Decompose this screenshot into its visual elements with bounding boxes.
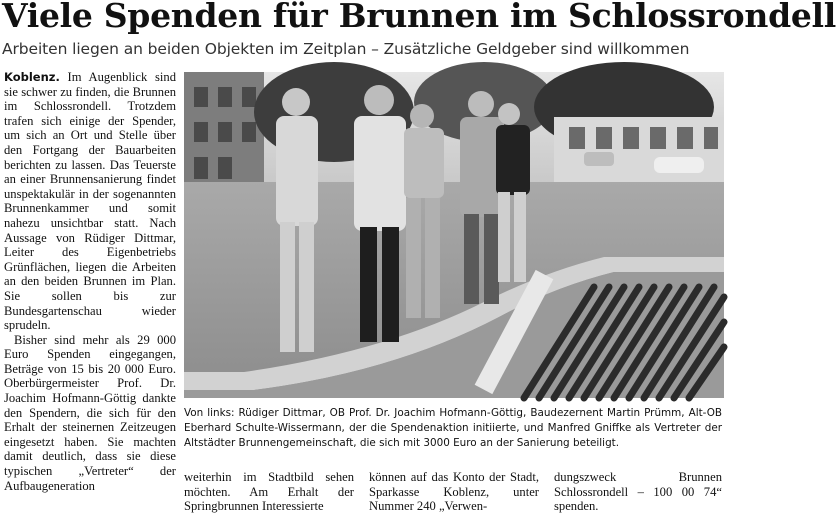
article-paragraph: Bisher sind mehr als 29 000 Euro Spenden eingegangen, Beträge von 15 bis 20 000 Euro. Oberbürgermeister Prof. Dr. Joachim Hofmann-Göttig dankte den Spendern, die sich für den Erhalt der steinernen Zeitzeugen eingesetzt haben. Sie machten damit deutlich, dass sie diese typischen „Vertreter“ der Aufbaugeneration — [4, 332, 176, 493]
headline: Viele Spenden für Brunnen im Schlossrondell — [2, 0, 836, 35]
article-paragraph — [4, 70, 176, 333]
photo-illustration — [184, 72, 724, 398]
article-column-2: weiterhin im Stadtbild sehen möchten. Am Erhalt der Springbrunnen Interessierte — [184, 470, 354, 514]
dateline: Koblenz. — [4, 70, 60, 84]
news-photo — [184, 72, 724, 398]
article-column-4: dungszweck Brunnen Schlossrondell – 100 00 74“ spenden. — [554, 470, 722, 514]
car — [584, 152, 614, 166]
article-column-3: können auf das Konto der Stadt, Sparkasse Koblenz, unter Nummer 240 „Verwen- — [369, 470, 539, 514]
car — [654, 157, 704, 173]
subheadline: Arbeiten liegen an beiden Objekten im Zeitplan – Zusätzliche Geldgeber sind willkommen — [2, 40, 690, 58]
article-column-1 — [4, 70, 176, 493]
photo-caption: Von links: Rüdiger Dittmar, OB Prof. Dr. Joachim Hofmann-Göttig, Baudezernent Martin Prümm, Alt-OB Eberhard Schulte-Wissermann, der die Spendenaktion initiierte, und Manfred Gniffke als Vertreter der Altstädter Brunnengemeinschaft, die sich mit 3000 Euro an der Sanierung beteiligt. — [184, 407, 722, 450]
paragraph-text: Im Augenblick sind sie schwer zu finden, die Brunnen im Schlossrondell. Trotzdem trafen sich einige der Spender, um sich an Ort und Stelle über den Fortgang der Bauarbeiten berichten zu lassen. Das Teuerste an einer Brunnensanierung findet unspektakulär in der sogenannten Brunnenkammer und somit nahezu unsichtbar statt. Nach Aussage von Rüdiger Dittmar, Leiter des Eigenbetriebs Grünflächen, liegen die Arbeiten an den beiden Brunnen im Plan. Sie sollen bis zur Bundesgartenschau wieder sprudeln. — [4, 70, 176, 333]
